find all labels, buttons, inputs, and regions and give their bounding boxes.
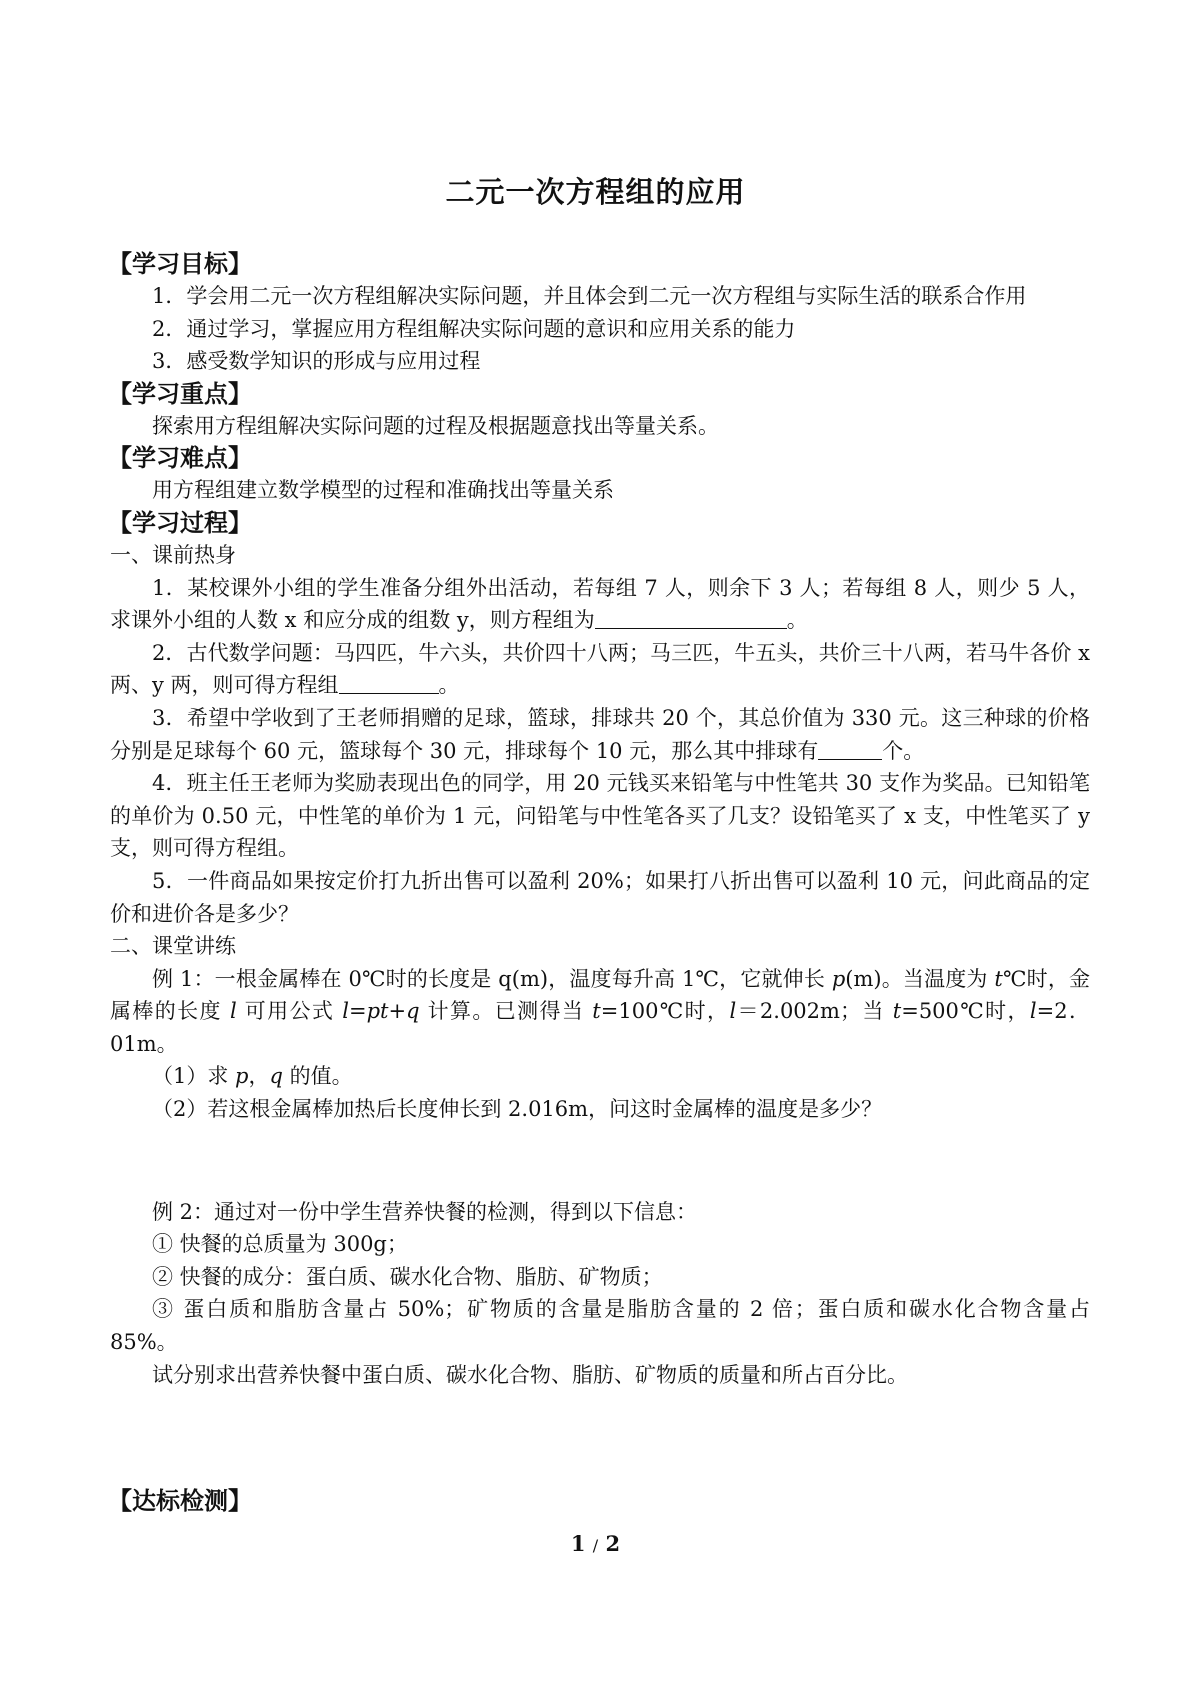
page-separator: /: [592, 1536, 599, 1555]
formula: l=pt+q: [342, 999, 420, 1024]
example-1-subquestion-2: （2）若这根金属棒加热后长度伸长到 2.016m，问这时金属棒的温度是多少？: [152, 1097, 883, 1122]
practice-heading: 二、课堂讲练: [110, 934, 236, 959]
example-text: 计算。已测得当: [419, 999, 593, 1024]
variable-p: p: [235, 1064, 249, 1089]
answer-space: [110, 1126, 1090, 1196]
answer-space: [110, 1391, 1090, 1485]
warmup-question-4: 4．班主任王老师为奖励表现出色的同学，用 20 元钱买来铅笔与中性笔共 30 支作为奖品。已知铅笔的单价为 0.50 元，中性笔的单价为 1 元，问铅笔与中性笔各买了几支？设铅笔买了 x 支，中性笔买了 y 支，则可得方程组。: [110, 771, 1090, 861]
warmup-question-3: [110, 702, 1090, 767]
example-text: (m)。当温度为: [845, 966, 995, 991]
example-text: ＝2.002m；当: [736, 999, 893, 1024]
question-text: 。: [786, 608, 808, 633]
variable-t: t: [892, 999, 902, 1024]
page-number: [0, 1531, 1191, 1556]
example-2-intro: 例 2：通过对一份中学生营养快餐的检测，得到以下信息：: [152, 1199, 698, 1224]
warmup-question-1: [110, 572, 1090, 637]
example-text: ，: [248, 1064, 270, 1089]
example-text: =100℃时，: [600, 999, 730, 1024]
variable-l: l: [729, 999, 737, 1024]
example-2-info-2: ② 快餐的成分：蛋白质、碳水化合物、脂肪、矿物质；: [152, 1264, 663, 1289]
goal-item: 1．学会用二元一次方程组解决实际问题，并且体会到二元一次方程组与实际生活的联系合作用: [152, 284, 1027, 308]
example-2-info-1: ① 快餐的总质量为 300g；: [152, 1232, 408, 1257]
key-points-heading: 【学习重点】: [108, 379, 252, 408]
answer-blank[interactable]: [818, 737, 882, 760]
variable-p: p: [831, 966, 846, 991]
example-1-subquestion-1: [110, 1060, 1090, 1093]
test-heading: 【达标检测】: [108, 1487, 252, 1516]
question-text: 1．某校课外小组的学生准备分组外出活动，若每组 7 人，则余下 3 人；若每组 8 人，则少 5 人，求课外小组的人数 x 和应分成的组数 y，则方程组为: [110, 575, 1090, 633]
key-points-text: 探索用方程组解决实际问题的过程及根据题意找出等量关系。: [152, 413, 719, 438]
goal-item: 2．通过学习，掌握应用方程组解决实际问题的意识和应用关系的能力: [152, 316, 796, 341]
goal-item: 3．感受数学知识的形成与应用过程: [152, 349, 481, 374]
variable-t: t: [592, 999, 601, 1024]
example-text: （1）求: [152, 1064, 236, 1089]
example-2-info-3: ③ 蛋白质和脂肪含量占 50%；矿物质的含量是脂肪含量的 2 倍；蛋白质和碳水化合物含量占 85%。: [110, 1297, 1090, 1355]
warmup-heading: 一、课前热身: [110, 542, 236, 567]
page-title: 二元一次方程组的应用: [445, 175, 746, 209]
variable-q: q: [269, 1064, 283, 1089]
goals-heading: 【学习目标】: [108, 250, 252, 278]
document-body: [110, 248, 1090, 1517]
current-page: 1: [570, 1531, 586, 1556]
total-pages: 2: [605, 1531, 621, 1556]
example-text: 例 1：一根金属棒在 0℃时的长度是 q(m)，温度每升高 1℃，它就伸长: [152, 966, 832, 991]
warmup-question-5: 5．一件商品如果按定价打九折出售可以盈利 20%；如果打八折出售可以盈利 10 元，问此商品的定价和进价各是多少？: [110, 868, 1090, 926]
example-text: 的值。: [282, 1064, 353, 1089]
question-text: 3．希望中学收到了王老师捐赠的足球，篮球，排球共 20 个，其总价值为 330 元。这三种球的价格分别是足球每个 60 元，篮球每个 30 元，排球每个 10 元，那么其中排球有: [110, 705, 1090, 763]
variable-l: l: [229, 999, 237, 1024]
variable-t: t: [994, 966, 1003, 991]
answer-blank[interactable]: [595, 606, 787, 629]
process-heading: 【学习过程】: [108, 508, 252, 537]
example-2-question: 试分别求出营养快餐中蛋白质、碳水化合物、脂肪、矿物质的质量和所占百分比。: [152, 1362, 908, 1387]
difficulties-text: 用方程组建立数学模型的过程和准确找出等量关系: [152, 478, 614, 503]
variable-l: l: [1029, 999, 1037, 1024]
warmup-question-2: [110, 637, 1090, 702]
example-text: 可用公式: [236, 999, 343, 1024]
example-text: ℃时，金属棒的长度: [110, 966, 1090, 1024]
example-text: =500℃时，: [901, 999, 1030, 1024]
question-text: 2．古代数学问题：马四匹，牛六头，共价四十八两；马三匹，牛五头，共价三十八两，若马牛各价 x 两、y 两，则可得方程组: [110, 640, 1090, 698]
question-text: 个。: [882, 738, 925, 763]
question-text: 。: [438, 673, 460, 698]
difficulties-heading: 【学习难点】: [108, 444, 252, 473]
answer-blank[interactable]: [339, 671, 439, 694]
example-1: [110, 963, 1090, 1061]
example-text: =2．01m。: [110, 999, 1090, 1056]
